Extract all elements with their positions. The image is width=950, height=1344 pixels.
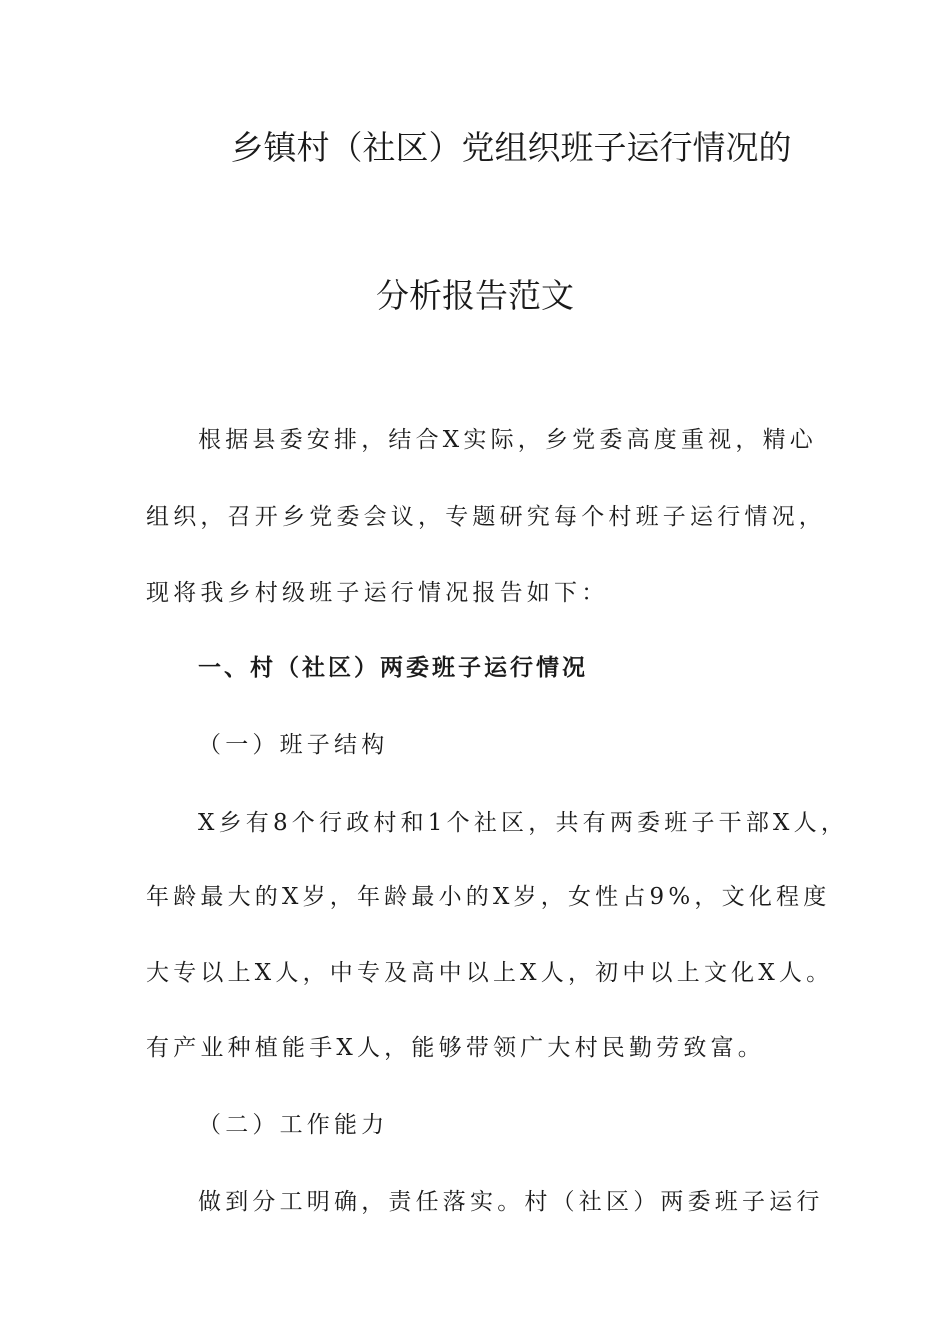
subsection-heading-1: （一）班子结构 [198, 732, 389, 758]
body-paragraph-2-line-1: X乡有8个行政村和1个社区，共有两委班子干部X人， [198, 810, 849, 836]
body-paragraph-2-line-2: 年龄最大的X岁，年龄最小的X岁，女性占9%，文化程度 [146, 884, 831, 910]
body-paragraph-1-line-1: 根据县委安排，结合X实际，乡党委高度重视，精心 [198, 427, 817, 453]
body-paragraph-1-line-3: 现将我乡村级班子运行情况报告如下： [146, 580, 609, 606]
section-heading-1: 一、村（社区）两委班子运行情况 [198, 655, 588, 681]
body-paragraph-2-line-4: 有产业种植能手X人，能够带领广大村民勤劳致富。 [146, 1035, 765, 1061]
body-paragraph-2-line-3: 大专以上X人，中专及高中以上X人，初中以上文化X人。 [146, 960, 834, 986]
body-paragraph-3-line-1: 做到分工明确，责任落实。村（社区）两委班子运行 [198, 1189, 824, 1215]
body-paragraph-1-line-2: 组织，召开乡党委会议，专题研究每个村班子运行情况， [146, 504, 826, 530]
document-title-line-1: 乡镇村（社区）党组织班子运行情况的 [230, 128, 792, 167]
document-title-line-2: 分析报告范文 [376, 276, 574, 315]
subsection-heading-2: （二）工作能力 [198, 1112, 389, 1138]
